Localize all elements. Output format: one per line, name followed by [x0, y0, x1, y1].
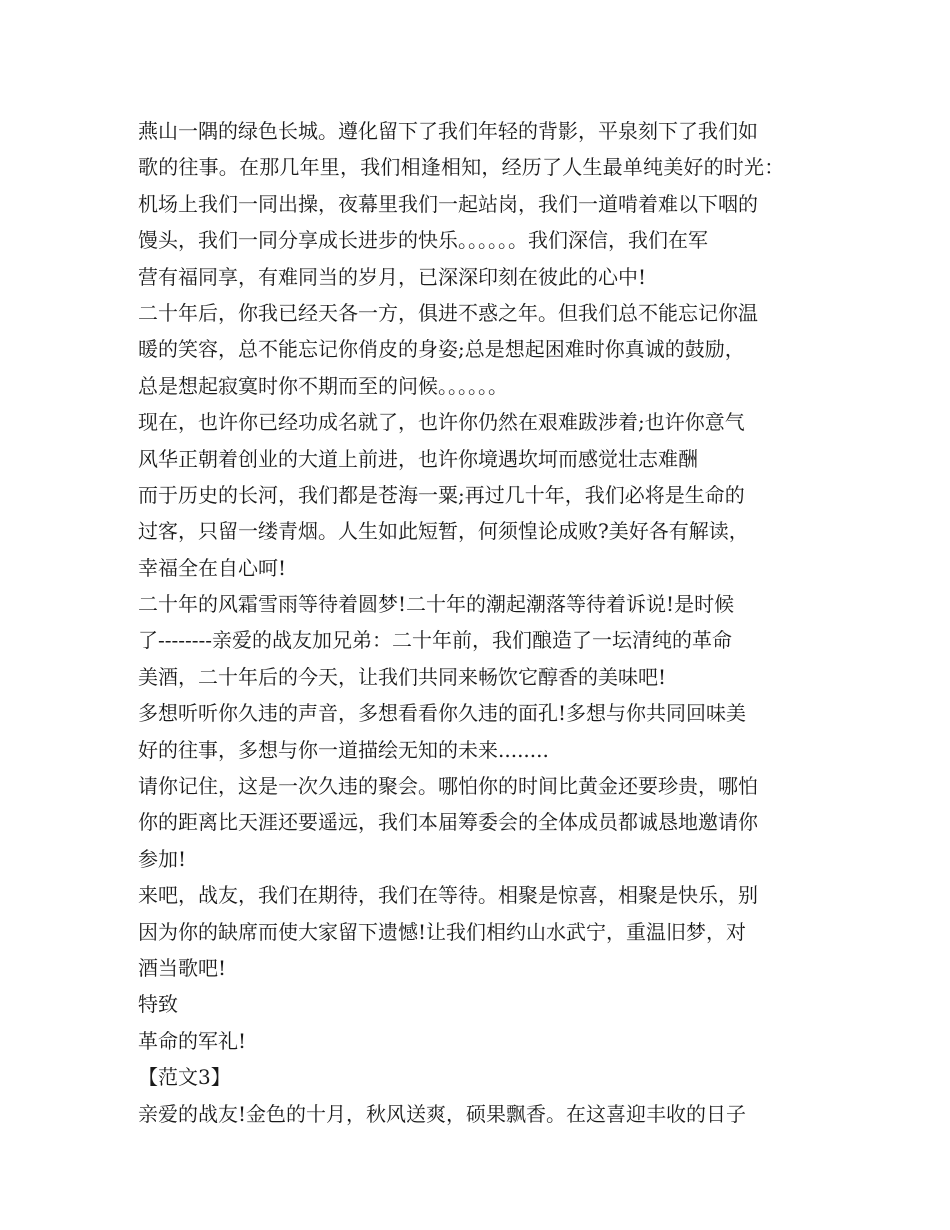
text-line: 营有福同享，有难同当的岁月，已深深印刻在彼此的心中! — [138, 264, 647, 289]
text-line: 请你记住，这是一次久违的聚会。哪怕你的时间比黄金还要珍贵，哪怕 — [138, 774, 758, 799]
text-line: 革命的军礼! — [138, 1028, 247, 1053]
text-line: 参加! — [138, 846, 187, 871]
text-line: 因为你的缺席而使大家留下遗憾!让我们相约山水武宁，重温旧梦，对 — [138, 919, 747, 944]
text-line: 酒当歌吧! — [138, 955, 227, 980]
text-line: 了--------亲爱的战友加兄弟：二十年前，我们酿造了一坛清纯的革命 — [138, 628, 733, 653]
text-line: 美酒，二十年后的今天，让我们共同来畅饮它醇香的美味吧! — [138, 664, 667, 689]
text-line: 好的往事，多想与你一道描绘无知的未来........ — [138, 737, 549, 762]
text-line: 幸福全在自心呵! — [138, 555, 287, 580]
text-line: 二十年后，你我已经天各一方，俱进不惑之年。但我们总不能忘记你温 — [138, 300, 758, 325]
text-line: 馒头，我们一同分享成长进步的快乐。。。。。。我们深信，我们在军 — [138, 228, 708, 253]
text-line: 而于历史的长河，我们都是苍海一粟;再过几十年，我们必将是生命的 — [138, 482, 745, 507]
text-line: 过客，只留一缕青烟。人生如此短暂，何须惶论成败?美好各有解读， — [138, 519, 749, 544]
text-line: 来吧，战友，我们在期待，我们在等待。相聚是惊喜，相聚是快乐，别 — [138, 883, 758, 908]
text-line: 燕山一隅的绿色长城。遵化留下了我们年轻的背影，平泉刻下了我们如 — [138, 119, 758, 143]
text-line: 亲爱的战友!金色的十月，秋风送爽，硕果飘香。在这喜迎丰收的日子 — [138, 1101, 747, 1126]
document-body — [138, 113, 818, 1132]
text-line: 总是想起寂寞时你不期而至的问候。。。。。。 — [138, 373, 508, 398]
text-line: 歌的往事。在那几年里，我们相逢相知，经历了人生最单纯美好的时光： — [138, 155, 785, 180]
section-heading: 【范文3】 — [138, 1065, 231, 1090]
text-line: 多想听听你久违的声音，多想看看你久违的面孔!多想与你共同回味美 — [138, 701, 747, 726]
text-line: 你的距离比天涯还要遥远，我们本届筹委会的全体成员都诚恳地邀请你 — [138, 810, 758, 835]
text-line: 特致 — [138, 992, 178, 1017]
text-line: 现在，也许你已经功成名就了，也许你仍然在艰难跋涉着;也许你意气 — [138, 410, 745, 435]
text-line: 机场上我们一同出操，夜幕里我们一起站岗，我们一道啃着难以下咽的 — [138, 191, 758, 216]
text-line: 二十年的风霜雪雨等待着圆梦!二十年的潮起潮落等待着诉说!是时候 — [138, 592, 735, 617]
text-line: 风华正朝着创业的大道上前进，也许你境遇坎坷而感觉壮志难酬 — [138, 446, 698, 471]
text-line: 暖的笑容，总不能忘记你俏皮的身姿;总是想起困难时你真诚的鼓励， — [138, 337, 745, 362]
